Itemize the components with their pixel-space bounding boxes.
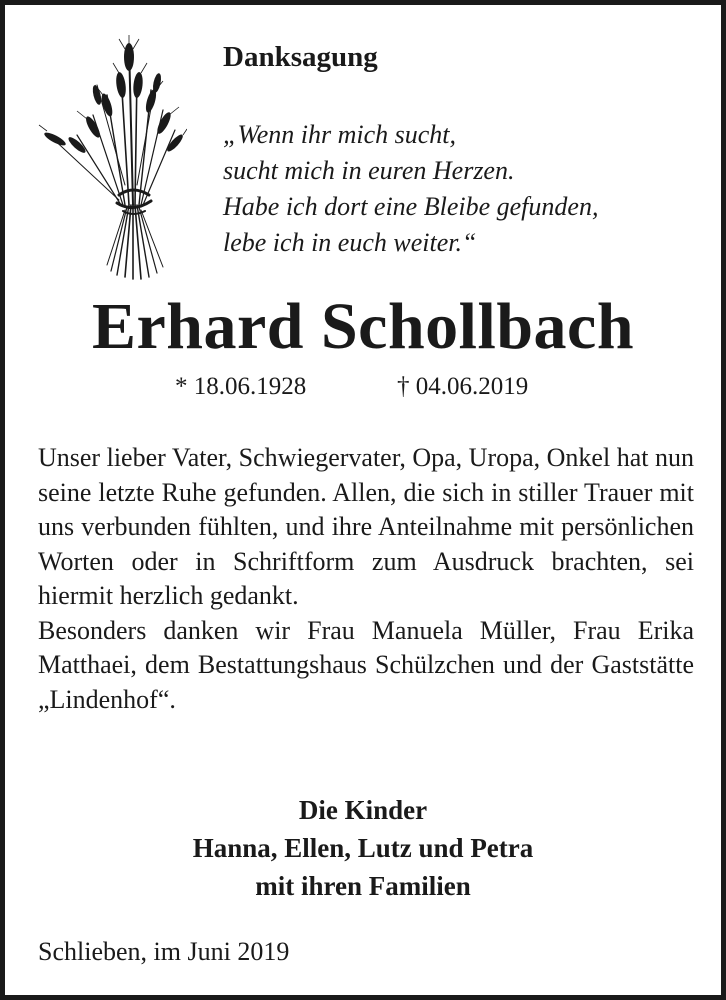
deceased-name: Erhard Schollbach bbox=[91, 290, 635, 363]
wheat-sheaf-icon bbox=[37, 35, 187, 285]
quote-line: sucht mich in euren Herzen. bbox=[223, 156, 515, 185]
signature-block bbox=[5, 791, 721, 905]
signature-line: Hanna, Ellen, Lutz und Petra bbox=[192, 833, 534, 863]
quote-line: lebe ich in euch weiter.“ bbox=[223, 228, 477, 257]
signature-line: Die Kinder bbox=[298, 795, 428, 825]
quote-line: Habe ich dort eine Bleibe gefunden, bbox=[223, 192, 599, 221]
signature-line: mit ihren Familien bbox=[255, 871, 471, 901]
quote-line: „Wenn ihr mich sucht, bbox=[223, 120, 457, 149]
paragraph: Besonders danken wir Frau Manuela Müller, Frau Erika Matthaei, dem Bestattungshaus Schülzchen und der Gaststätte „Lindenhof“. bbox=[38, 615, 694, 714]
paragraph: Unser lieber Vater, Schwiegervater, Opa, Uropa, Onkel hat nun seine letzte Ruhe gefunden. Allen, die sich in stiller Trauer mit uns verbunden fühlten, und ihre Anteilnahme mit persönlichen Worten oder in Schriftform zum Ausdruck brachten, sei hiermit herzlich gedankt. bbox=[38, 443, 694, 610]
birth-date: * 18.06.1928 bbox=[175, 373, 307, 400]
place-date: Schlieben, im Juni 2019 bbox=[38, 937, 290, 966]
death-date: † 04.06.2019 bbox=[397, 373, 529, 400]
thank-you-text bbox=[38, 441, 694, 717]
memorial-quote bbox=[223, 117, 598, 261]
heading: Danksagung bbox=[223, 41, 378, 73]
